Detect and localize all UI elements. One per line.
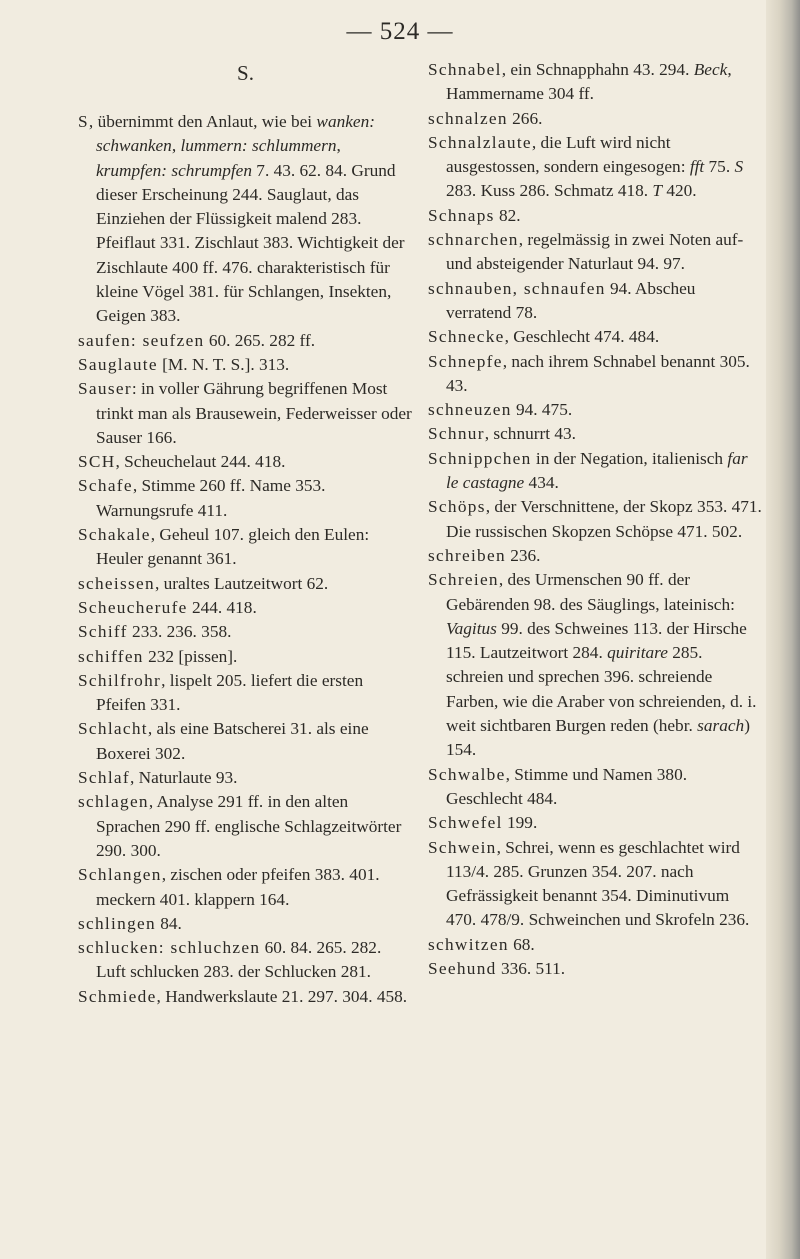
index-entry: [78, 620, 413, 644]
entry-text: 82.: [494, 205, 521, 225]
entry-text: , Stimme und Namen 380. Geschlecht 484.: [446, 764, 688, 808]
index-entry: [78, 110, 413, 329]
entry-headword: Schiff: [78, 622, 128, 642]
entry-text: , als eine Batscherei 31. als eine Boxerei 302.: [96, 719, 369, 763]
entry-text: , Geschlecht 474. 484.: [504, 327, 660, 347]
left-entries: [78, 110, 413, 1009]
entry-headword: Schnur: [428, 424, 485, 444]
entry-text: ,: [336, 136, 341, 156]
entry-headword: Schnecke: [428, 327, 505, 347]
entry-italic-text: S: [734, 157, 744, 177]
index-entry: [428, 228, 762, 277]
entry-italic-text: Vagitus: [446, 618, 497, 638]
entry-text: 68.: [508, 934, 535, 954]
entry-text: , des Urmenschen 90 ff. der Gebärenden 98. des Säuglings, lateinisch:: [446, 570, 735, 614]
entry-italic-text: T: [652, 181, 663, 201]
page-edge-shadow: [766, 0, 800, 1259]
entry-text: 199.: [502, 813, 538, 833]
entry-text: ) 154.: [446, 716, 750, 760]
entry-headword: Sauser: [78, 379, 132, 399]
entry-headword: schnalzen: [428, 108, 508, 128]
index-entry: [78, 766, 413, 790]
index-entry: [428, 811, 762, 835]
entry-italic-text: wanken: schwanken: [96, 112, 375, 156]
entry-headword: Schnalzlaute: [428, 132, 532, 152]
entry-text: , übernimmt den Anlaut, wie bei: [88, 112, 317, 131]
entry-text: [M. N. T. S.]. 313.: [157, 354, 290, 374]
index-entry: [78, 790, 413, 863]
index-entry: [428, 447, 762, 496]
index-entry: [428, 933, 762, 957]
entry-headword: schlucken: schluchzen: [78, 938, 261, 958]
entry-text: 244. 418.: [187, 597, 257, 617]
index-entry: [428, 131, 762, 204]
index-entry: [78, 912, 413, 936]
entry-text: , Naturlaute 93.: [129, 768, 238, 788]
index-entry: [428, 277, 762, 326]
index-entry: [78, 450, 413, 474]
entry-headword: Schlacht: [78, 719, 148, 739]
entry-text: 420.: [662, 181, 697, 201]
entry-text: 236.: [505, 545, 541, 565]
entry-italic-text: Beck: [693, 60, 728, 79]
index-entry: [78, 572, 413, 596]
index-entry: [428, 204, 762, 228]
index-entry: [78, 377, 413, 450]
index-entry: [78, 717, 413, 766]
index-entry: [428, 398, 762, 422]
entry-text: 94. 475.: [511, 400, 573, 420]
entry-headword: Schnepfe: [428, 351, 503, 371]
entry-headword: Schafe: [78, 476, 133, 496]
index-entry: [428, 836, 762, 933]
entry-text: 60. 84. 265. 282. Luft schlucken 283. der Schlucken 281.: [96, 938, 382, 982]
entry-headword: scheissen: [78, 573, 155, 593]
entry-headword: Seehund: [428, 958, 497, 978]
entry-headword: schlingen: [78, 913, 156, 933]
entry-headword: Schilfrohr: [78, 670, 162, 690]
right-column: [428, 58, 762, 981]
entry-text: , regelmässig in zwei Noten auf- und absteigender Naturlaut 94. 97.: [446, 230, 744, 274]
entry-text: , die Luft wird nicht ausgestossen, sondern eingesogen:: [446, 132, 690, 177]
index-entry: [428, 568, 762, 762]
entry-text: 75.: [704, 157, 735, 177]
index-entry: [78, 863, 413, 912]
entry-italic-text: far le castagne: [446, 448, 748, 493]
entry-headword: Schmiede: [78, 986, 157, 1006]
index-entry: [78, 669, 413, 718]
entry-text: 434.: [524, 473, 559, 493]
index-entry: [428, 325, 762, 349]
entry-headword: Schnippchen: [428, 448, 532, 468]
entry-headword: S: [78, 112, 89, 131]
entry-text: , uraltes Lautzeitwort 62.: [154, 573, 329, 593]
entry-text: : in voller Gährung begriffenen Most trinkt man als Brausewein, Federweisser oder Sauser 166.: [96, 379, 412, 447]
entry-headword: Schwalbe: [428, 764, 506, 784]
index-entry: [78, 523, 413, 572]
index-entry: [428, 58, 762, 107]
entry-text: , Geheul 107. gleich den Eulen: Heuler genannt 361.: [96, 525, 370, 569]
entry-text: 99. des Schweines 113. der Hirsche 115. Lautzeitwort 284.: [446, 618, 747, 663]
index-entry: [428, 957, 762, 981]
entry-text: , schnurrt 43.: [484, 424, 576, 444]
entry-text: 60. 265. 282 ff.: [204, 330, 316, 350]
entry-headword: Schreien: [428, 570, 499, 590]
entry-headword: schneuzen: [428, 400, 512, 420]
entry-text: 7. 43. 62. 84. Grund dieser Erscheinung 244. Sauglaut, das Einziehen der Flüssigkeit malend 283. Pfeiflaut 331. Zischlaut 383. Wichtigkeit der Zischlaute 400 ff. 476. charakteristisch für kleine Vögel 381. für Schlangen, Insekten, Geigen 383.: [96, 160, 405, 326]
entry-text: 266.: [507, 108, 543, 128]
entry-text: 285. schreien und sprechen 396. schreiende Farben, wie die Araber von schreienden, d. i. weit sichtbaren Burgen reden (hebr.: [446, 643, 757, 736]
entry-text: , Hammername 304 ff.: [446, 60, 732, 104]
entry-headword: schnarchen: [428, 230, 519, 250]
entry-headword: schreiben: [428, 545, 506, 565]
entry-italic-text: quiritare: [607, 643, 668, 663]
left-column: [78, 58, 413, 1009]
page-number: — 524 —: [346, 18, 454, 45]
entry-headword: Schwein: [428, 837, 497, 857]
entry-text: in der Negation, italienisch: [531, 448, 728, 468]
section-letter: S.: [237, 61, 254, 85]
index-entry: [78, 985, 413, 1009]
index-entry: [428, 544, 762, 568]
entry-headword: schiffen: [78, 646, 144, 666]
index-entry: [78, 353, 413, 377]
entry-headword: schlagen: [78, 792, 149, 812]
index-entry: [78, 936, 413, 985]
entry-headword: Schnabel: [428, 60, 502, 79]
entry-headword: Sauglaute: [78, 354, 158, 374]
entry-text: , ein Schnapphahn 43. 294.: [501, 60, 694, 79]
entry-text: , Schrei, wenn es geschlachtet wird 113/4. 285. Grunzen 354. 207. nach Gefrässigkeit benannt 354. Diminutivum 470. 478/9. Schweinchen und Skrofeln 236.: [446, 837, 750, 930]
entry-text: 84.: [155, 913, 182, 933]
entry-text: , zischen oder pfeifen 383. 401. meckern 401. klappern 164.: [96, 865, 380, 909]
entry-italic-text: lummern: schlummern: [180, 136, 337, 156]
index-entry: [428, 350, 762, 399]
entry-headword: Schakale: [78, 525, 151, 545]
entry-italic-text: sarach: [697, 716, 745, 736]
entry-text: , Analyse 291 ff. in den alten Sprachen 290 ff. englische Schlagzeitwörter 290. 300.: [96, 792, 402, 860]
index-entry: [78, 329, 413, 353]
index-entry: [428, 422, 762, 446]
entry-headword: Schlangen: [78, 865, 162, 885]
entry-headword: Schöps: [428, 497, 486, 517]
index-entry: [78, 645, 413, 669]
entry-text: 336. 511.: [496, 958, 566, 978]
entry-text: 283. Kuss 286. Schmatz 418.: [446, 181, 653, 201]
entry-text: 232 [pissen].: [143, 646, 238, 666]
entry-headword: Schnaps: [428, 205, 495, 225]
index-entry: [428, 763, 762, 812]
entry-italic-text: krumpfen: schrumpfen: [96, 160, 252, 180]
entry-headword: Schwefel: [428, 813, 503, 833]
index-entry: [78, 474, 413, 523]
entry-text: , Scheuchelaut 244. 418.: [115, 452, 286, 472]
index-entry: [428, 495, 762, 544]
entry-headword: schnauben, schnaufen: [428, 278, 606, 298]
entry-text: 233. 236. 358.: [127, 622, 232, 642]
entry-headword: schwitzen: [428, 934, 509, 954]
entry-text: 94. Abscheu verratend 78.: [446, 278, 696, 322]
entry-italic-text: fft: [689, 157, 705, 177]
entry-text: ,: [171, 136, 181, 156]
entry-text: , der Verschnittene, der Skopz 353. 471. Die russischen Skopzen Schöpse 471. 502.: [446, 497, 762, 541]
right-entries: [428, 58, 762, 981]
entry-text: , Handwerkslaute 21. 297. 304. 458.: [156, 986, 408, 1006]
entry-text: , nach ihrem Schnabel benannt 305. 43.: [446, 351, 750, 395]
entry-text: , lispelt 205. liefert die ersten Pfeifen 331.: [96, 670, 364, 715]
entry-headword: Schlaf: [78, 768, 130, 788]
index-entry: [78, 596, 413, 620]
index-entry: [428, 107, 762, 131]
entry-text: , Stimme 260 ff. Name 353. Warnungsrufe 411.: [96, 476, 326, 520]
entry-headword: Scheucherufe: [78, 597, 188, 617]
entry-headword: SCH: [78, 452, 116, 472]
entry-headword: saufen: seufzen: [78, 330, 205, 350]
